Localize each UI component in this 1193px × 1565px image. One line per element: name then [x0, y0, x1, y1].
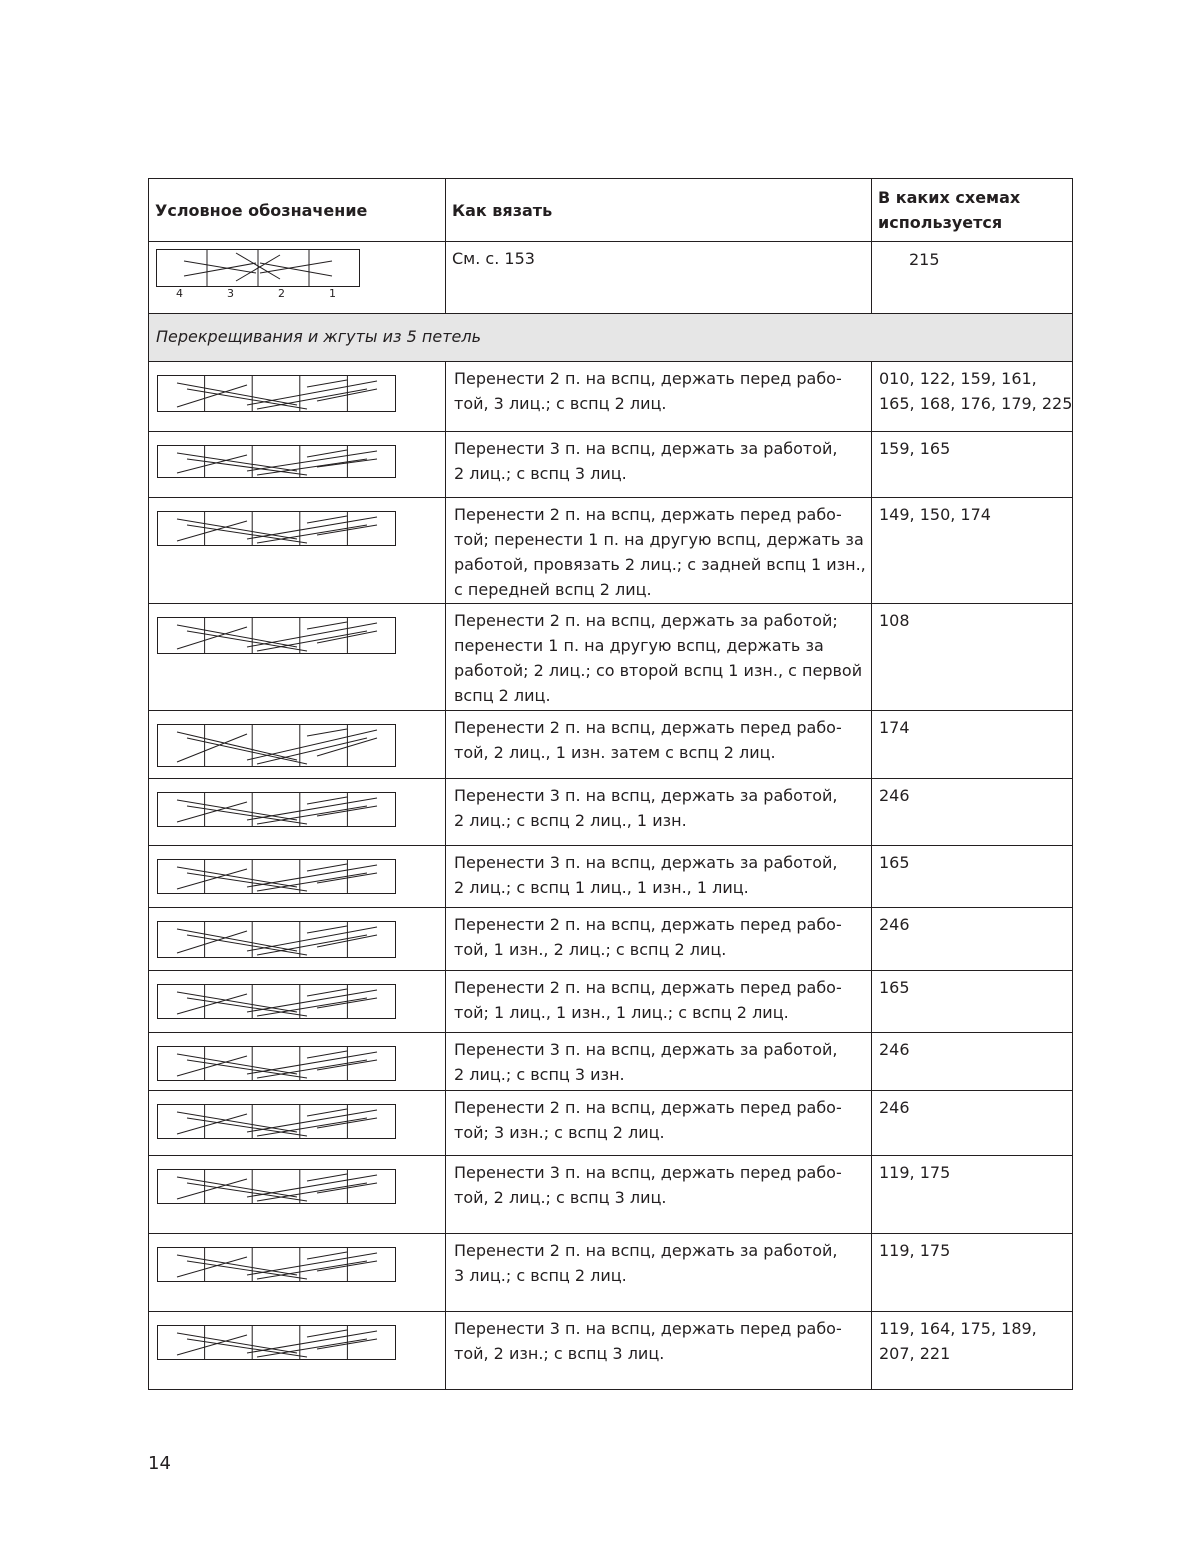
table-border-left [148, 178, 149, 1390]
header-charts-used: В каких схемах используется [878, 188, 1021, 232]
row-separator [148, 907, 1073, 908]
row-separator [148, 970, 1073, 971]
cable-5-stitch-symbol-icon [157, 617, 397, 655]
column-divider-1 [445, 361, 446, 1390]
row-how-to-knit: Перенести 3 п. на вспц, держать перед рабо- той, 2 лиц.; с вспц 3 лиц. [454, 1163, 842, 1207]
cable-5-stitch-symbol-icon [157, 984, 397, 1020]
cable-5-stitch-symbol-icon [157, 511, 397, 547]
row-separator [148, 845, 1073, 846]
row-separator [148, 603, 1073, 604]
row-charts-used: 149, 150, 174 [879, 505, 991, 524]
row-charts-used: 246 [879, 786, 910, 805]
cable-5-stitch-symbol-icon [157, 1247, 397, 1283]
row-charts-used: 165 [879, 978, 910, 997]
row-how-to-knit: Перенести 2 п. на вспц, держать перед рабо- той; 3 изн.; с вспц 2 лиц. [454, 1098, 842, 1142]
row-charts-used: 119, 164, 175, 189, 207, 221 [879, 1319, 1037, 1363]
row-how-to-knit: Перенести 2 п. на вспц, держать за работой; перенести 1 п. на другую вспц, держать за работой; 2 лиц.; со второй вспц 1 изн., с первой вспц 2 лиц. [454, 611, 863, 705]
cable-5-stitch-symbol-icon [157, 1169, 397, 1205]
row-charts-used: 174 [879, 718, 910, 737]
column-divider-2 [871, 361, 872, 1390]
row-how-to-knit: Перенести 3 п. на вспц, держать за работой, 2 лиц.; с вспц 1 лиц., 1 изн., 1 лиц. [454, 853, 838, 897]
row-charts-used: 165 [879, 853, 910, 872]
row-charts-used: 159, 165 [879, 439, 951, 458]
row-charts-used: 246 [879, 1040, 910, 1059]
first-row-charts: 215 [909, 250, 940, 269]
cable-4-stitch-symbol-icon [156, 249, 360, 289]
row-separator [148, 1311, 1073, 1312]
row-separator [148, 497, 1073, 498]
row-charts-used: 119, 175 [879, 1241, 951, 1260]
row-how-to-knit: Перенести 3 п. на вспц, держать перед рабо- той, 2 изн.; с вспц 3 лиц. [454, 1319, 842, 1363]
symbol-number-1: 1 [329, 287, 336, 300]
table-border-bottom [148, 1389, 1073, 1390]
row-charts-used: 108 [879, 611, 910, 630]
row-how-to-knit: Перенести 3 п. на вспц, держать за работой, 2 лиц.; с вспц 2 лиц., 1 изн. [454, 786, 838, 830]
row-separator [148, 1155, 1073, 1156]
cable-5-stitch-symbol-icon [157, 1104, 397, 1140]
row-separator [148, 1032, 1073, 1033]
cable-5-stitch-symbol-icon [157, 792, 397, 828]
row-separator [148, 361, 1073, 362]
row-how-to-knit: Перенести 2 п. на вспц, держать перед рабо- той; перенести 1 п. на другую вспц, держать за работой, провязать 2 лиц.; с задней вспц 1 изн., с передней вспц 2 лиц. [454, 505, 866, 599]
symbol-number-4: 4 [176, 287, 183, 300]
row-how-to-knit: Перенести 2 п. на вспц, держать перед рабо- той; 1 лиц., 1 изн., 1 лиц.; с вспц 2 лиц. [454, 978, 842, 1022]
header-separator [148, 241, 1073, 242]
cable-5-stitch-symbol-icon [157, 724, 397, 768]
symbol-number-3: 3 [227, 287, 234, 300]
cable-5-stitch-symbol-icon [157, 375, 397, 413]
row-charts-used: 246 [879, 915, 910, 934]
row-how-to-knit: Перенести 2 п. на вспц, держать перед рабо- той, 3 лиц.; с вспц 2 лиц. [454, 369, 842, 413]
cable-5-stitch-symbol-icon [157, 445, 397, 479]
row-separator [148, 778, 1073, 779]
first-row-how: См. с. 153 [452, 249, 535, 268]
knitting-symbols-table [148, 178, 1073, 1390]
header-how-to-knit: Как вязать [452, 201, 553, 220]
row-how-to-knit: Перенести 2 п. на вспц, держать перед рабо- той, 2 лиц., 1 изн. затем с вспц 2 лиц. [454, 718, 842, 762]
cable-5-stitch-symbol-icon [157, 859, 397, 895]
row-charts-used: 010, 122, 159, 161, 165, 168, 176, 179, 225 [879, 369, 1073, 413]
row-separator [148, 431, 1073, 432]
page-number: 14 [148, 1453, 171, 1474]
row-separator [148, 710, 1073, 711]
row-how-to-knit: Перенести 3 п. на вспц, держать за работой, 2 лиц.; с вспц 3 лиц. [454, 439, 838, 483]
row-separator [148, 1233, 1073, 1234]
cable-5-stitch-symbol-icon [157, 921, 397, 959]
table-border-right [1072, 178, 1073, 1390]
cable-5-stitch-symbol-icon [157, 1325, 397, 1361]
table-border-top [148, 178, 1073, 179]
column-divider-1-top [445, 178, 446, 313]
row-charts-used: 119, 175 [879, 1163, 951, 1182]
row-separator [148, 313, 1073, 314]
cable-5-stitch-symbol-icon [157, 1046, 397, 1082]
header-symbol: Условное обозначение [155, 201, 368, 220]
symbol-number-2: 2 [278, 287, 285, 300]
section-title: Перекрещивания и жгуты из 5 петель [156, 327, 482, 346]
row-how-to-knit: Перенести 3 п. на вспц, держать за работой, 2 лиц.; с вспц 3 изн. [454, 1040, 838, 1084]
row-how-to-knit: Перенести 2 п. на вспц, держать перед рабо- той, 1 изн., 2 лиц.; с вспц 2 лиц. [454, 915, 842, 959]
row-how-to-knit: Перенести 2 п. на вспц, держать за работой, 3 лиц.; с вспц 2 лиц. [454, 1241, 838, 1285]
row-charts-used: 246 [879, 1098, 910, 1117]
column-divider-2-top [871, 178, 872, 313]
row-separator [148, 1090, 1073, 1091]
